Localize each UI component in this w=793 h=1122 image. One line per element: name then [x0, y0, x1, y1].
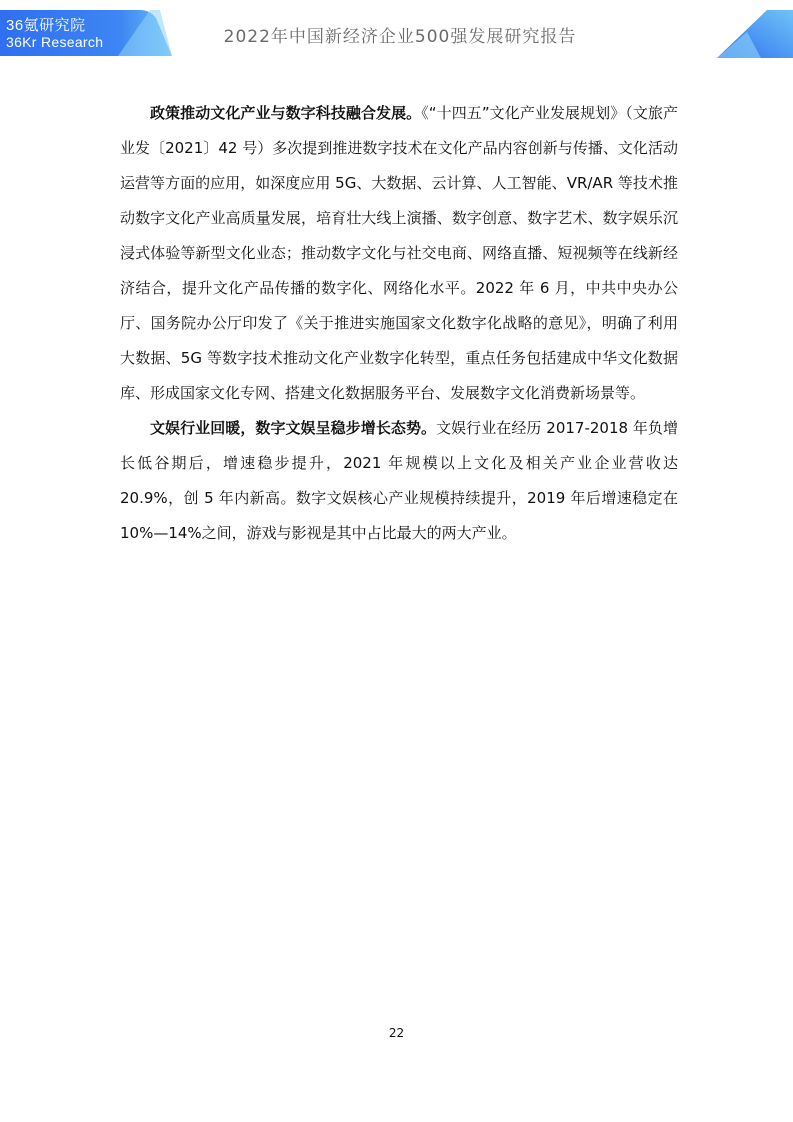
paragraph-policy: [120, 96, 678, 411]
paragraph-lead: 政策推动文化产业与数字科技融合发展。: [150, 104, 422, 122]
page-header: [0, 0, 793, 62]
corner-decoration: [717, 10, 793, 58]
corner-decoration-shape: [717, 10, 793, 58]
report-title: 2022年中国新经济企业500强发展研究报告: [223, 27, 577, 47]
brand-name-en: 36Kr Research: [6, 34, 104, 50]
page-number: 22: [388, 1026, 405, 1040]
paragraph-entertainment: [120, 411, 678, 551]
paragraph-lead: 文娱行业回暖，数字文娱呈稳步增长态势。: [150, 419, 437, 437]
paragraph-text: 文娱行业在经历 2017-2018 年负增长低谷期后，增速稳步提升，2021 年规模以上文化及相关产业企业营收达 20.9%，创 5 年内新高。数字文娱核心产业规模持续提升，2019 年后增速稳定在 10%—14%之间，游戏与影视是其中占比最大的两大产业。: [120, 419, 678, 542]
brand-name-cn: 36氪研究院: [6, 17, 86, 34]
report-body: [120, 96, 678, 551]
paragraph-text: 《“十四五”文化产业发展规划》（文旅产业发〔2021〕42 号）多次提到推进数字技术在文化产品内容创新与传播、文化活动运营等方面的应用，如深度应用 5G、大数据、云计算、人工智能、VR/AR 等技术推动数字文化产业高质量发展，培育壮大线上演播、数字创意、数字艺术、数字娱乐沉浸式体验等新型文化业态；推动数字文化与社交电商、网络直播、短视频等在线新经济结合，提升文化产品传播的数字化、网络化水平。2022 年 6 月，中共中央办公厅、国务院办公厅印发了《关于推进实施国家文化数字化战略的意见》，明确了利用大数据、5G 等数字技术推动文化产业数字化转型，重点任务包括建成中华文化数据库、形成国家文化专网、搭建文化数据服务平台、发展数字文化消费新场景等。: [120, 104, 678, 402]
brand-badge: [0, 10, 172, 56]
